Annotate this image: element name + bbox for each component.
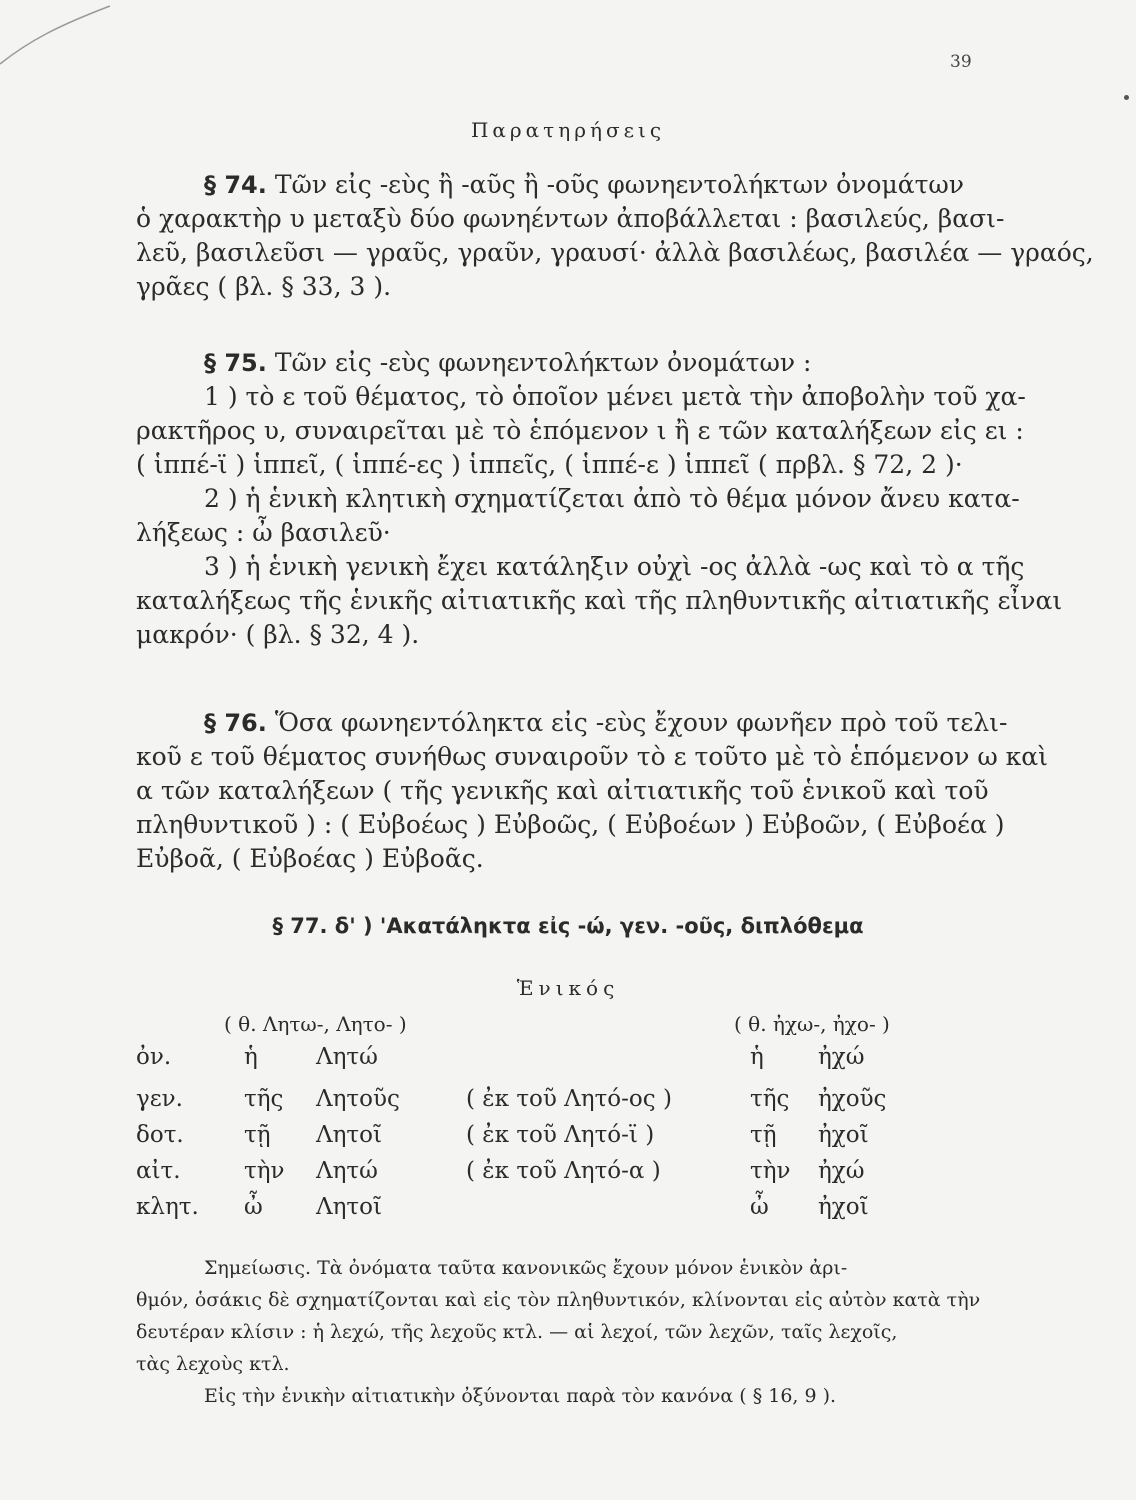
section-number: § 75.	[204, 349, 267, 377]
table-form-2: ἠχοῖ	[818, 1194, 869, 1220]
table-article: τὴν	[244, 1158, 285, 1184]
table-case: αἰτ.	[136, 1158, 181, 1184]
paragraph-76	[136, 706, 1048, 876]
text-line: καταλήξεως τῆς ἑνικῆς αἰτιατικῆς καὶ τῆς πληθυντικῆς αἰτιατικῆς εἶναι	[136, 586, 1063, 615]
note-line: θμόν, ὁσάκις δὲ σχηματίζονται καὶ εἰς τὸν πληθυντικόν, κλίνονται εἰς αὐτὸν κατὰ τὴν	[136, 1289, 981, 1311]
table-article-2: τῇ	[750, 1122, 777, 1148]
singular-label: Ἑνικός	[516, 976, 620, 1000]
section-number: § 76.	[204, 709, 267, 737]
page-number: 39	[950, 52, 972, 72]
table-form: Λητώ	[316, 1044, 378, 1070]
table-note: ( ἐκ τοῦ Λητό-α )	[466, 1158, 661, 1184]
text-line: Εὐβοᾶ, ( Εὐβοέας ) Εὐβοᾶς.	[136, 844, 484, 873]
table-article: τῇ	[244, 1122, 271, 1148]
table-article-2: ἡ	[750, 1044, 764, 1070]
table-form: Λητώ	[316, 1158, 378, 1184]
text-line: κοῦ ε τοῦ θέματος συνήθως συναιροῦν τὸ ε τοῦτο μὲ τὸ ἑπόμενον ω καὶ	[136, 742, 1048, 771]
table-form-2: ἠχοῖ	[818, 1122, 869, 1148]
section-heading: Παρατηρήσεις	[470, 118, 666, 142]
text-line: λήξεως : ὦ βασιλεῦ·	[136, 518, 391, 547]
table-article-2: τῆς	[750, 1086, 790, 1112]
note-line: Εἰς τὴν ἑνικὴν αἰτιατικὴν ὀξύνονται παρὰ τὸν κανόνα ( § 16, 9 ).	[204, 1385, 837, 1407]
table-article-2: ὦ	[750, 1194, 769, 1220]
stem-left: ( θ. Λητω-, Λητο- )	[224, 1012, 407, 1036]
table-article: τῆς	[244, 1086, 284, 1112]
text-line: ρακτῆρος υ, συναιρεῖται μὲ τὸ ἑπόμενον ι ἢ ε τῶν καταλήξεων εἰς ει :	[136, 416, 1024, 445]
ink-speck	[1124, 95, 1129, 100]
table-form-2: ἠχώ	[818, 1158, 865, 1184]
text-line: πληθυντικοῦ ) : ( Εὐβοέως ) Εὐβοῶς, ( Εὐβοέων ) Εὐβοῶν, ( Εὐβοέα )	[136, 810, 1005, 839]
text-line: Τῶν εἰς -εὺς φωνηεντολήκτων ὀνομάτων :	[274, 348, 812, 377]
table-form-2: ἠχώ	[818, 1044, 865, 1070]
table-case: δοτ.	[136, 1122, 184, 1148]
text-line: μακρόν· ( βλ. § 32, 4 ).	[136, 620, 420, 649]
text-line: 3 ) ἡ ἑνικὴ γενικὴ ἔχει κατάληξιν οὐχὶ -ος ἀλλὰ -ως καὶ τὸ α τῆς	[204, 552, 1025, 581]
table-case: ὀν.	[136, 1044, 172, 1070]
table-case: κλητ.	[136, 1194, 199, 1220]
text-line: λεῦ, βασιλεῦσι — γραῦς, γραῦν, γραυσί· ἀλλὰ βασιλέως, βασιλέα — γραός,	[136, 238, 1094, 267]
table-article: ἡ	[244, 1044, 258, 1070]
scan-artifact-stroke	[0, 0, 120, 70]
table-case: γεν.	[136, 1086, 183, 1112]
remark-note	[136, 1252, 986, 1412]
text-line: ὁ χαρακτὴρ υ μεταξὺ δύο φωνηέντων ἀποβάλλεται : βασιλεύς, βασι-	[136, 204, 1005, 233]
note-line: δευτέραν κλίσιν : ἡ λεχώ, τῆς λεχοῦς κτλ. — αἱ λεχοί, τῶν λεχῶν, ταῖς λεχοῖς,	[136, 1321, 898, 1343]
table-form: Λητοῖ	[316, 1122, 382, 1148]
note-line: τὰς λεχοὺς κτλ.	[136, 1353, 290, 1375]
text-line: Ὅσα φωνηεντόληκτα εἰς -εὺς ἔχουν φωνῆεν πρὸ τοῦ τελι-	[274, 708, 1008, 737]
text-line: 2 ) ἡ ἑνικὴ κλητικὴ σχηματίζεται ἀπὸ τὸ θέμα μόνον ἄνευ κατα-	[204, 484, 1020, 513]
table-note: ( ἐκ τοῦ Λητό-ος )	[466, 1086, 672, 1112]
paragraph-77-heading: § 77. δ' ) 'Ακατάληκτα εἰς -ώ, γεν. -οῦς, διπλόθεμα	[272, 914, 864, 938]
text-line: γρᾶες ( βλ. § 33, 3 ).	[136, 272, 392, 301]
table-form: Λητοῖ	[316, 1194, 382, 1220]
table-article: ὦ	[244, 1194, 263, 1220]
stem-right: ( θ. ἠχω-, ἠχο- )	[734, 1012, 890, 1036]
text-line: 1 ) τὸ ε τοῦ θέματος, τὸ ὁποῖον μένει μετὰ τὴν ἀποβολὴν τοῦ χα-	[204, 382, 1026, 411]
paragraph-74	[136, 168, 1094, 304]
table-form: Λητοῦς	[316, 1086, 400, 1112]
paragraph-75	[136, 346, 1063, 652]
section-number: § 74.	[204, 171, 267, 199]
text-line: ( ἱππέ-ϊ ) ἱππεῖ, ( ἱππέ-ες ) ἱππεῖς, ( ἱππέ-ε ) ἱππεῖ ( πρβλ. § 72, 2 )·	[136, 450, 963, 479]
text-line: Τῶν εἰς -εὺς ἢ -αῦς ἢ -οῦς φωνηεντολήκτων ὀνομάτων	[274, 170, 965, 199]
table-note: ( ἐκ τοῦ Λητό-ϊ )	[466, 1122, 655, 1148]
text-line: α τῶν καταλήξεων ( τῆς γενικῆς καὶ αἰτιατικῆς τοῦ ἑνικοῦ καὶ τοῦ	[136, 776, 989, 805]
table-article-2: τὴν	[750, 1158, 791, 1184]
note-line: Σημείωσις. Τὰ ὀνόματα ταῦτα κανονικῶς ἔχουν μόνον ἑνικὸν ἀρι-	[204, 1257, 848, 1279]
table-form-2: ἠχοῦς	[818, 1086, 887, 1112]
